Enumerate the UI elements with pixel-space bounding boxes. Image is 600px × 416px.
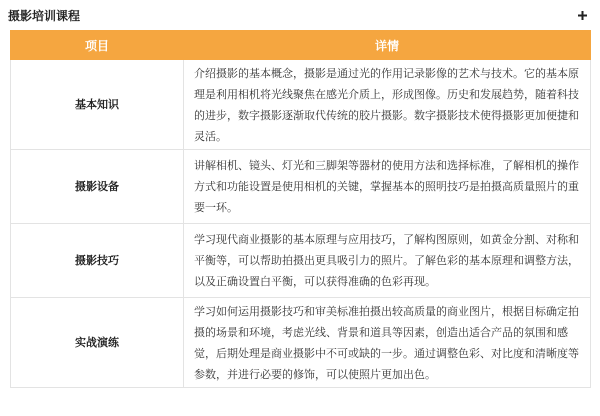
table-row [11, 60, 591, 150]
course-table [10, 30, 591, 388]
detail-cell: 学习现代商业摄影的基本原理与应用技巧，了解构图原则，如黄金分割、对称和平衡等，可以帮助拍摄出更具吸引力的照片。了解色彩的基本原理和调整方法，以及正确设置白平衡，可以获得准确的色彩再现。 [184, 224, 591, 298]
item-cell: 摄影技巧 [11, 224, 184, 298]
detail-cell: 学习如何运用摄影技巧和审美标准拍摄出较高质量的商业图片，根据目标确定拍摄的场景和环境，考虑光线、背景和道具等因素，创造出适合产品的氛围和感觉，后期处理是商业摄影中不可或缺的一步。通过调整色彩、对比度和清晰度等参数，并进行必要的修饰，可以使照片更加出色。 [184, 298, 591, 388]
plus-icon-glyph [578, 11, 587, 20]
table-header-row [11, 31, 591, 60]
panel-header [0, 0, 600, 30]
item-cell: 基本知识 [11, 60, 184, 150]
table-row [11, 150, 591, 224]
item-cell: 摄影设备 [11, 150, 184, 224]
column-header-detail: 详情 [184, 31, 591, 60]
plus-icon[interactable] [576, 9, 588, 21]
course-table-wrapper [10, 30, 590, 388]
panel-title: 摄影培训课程 [8, 8, 81, 23]
table-row [11, 224, 591, 298]
detail-cell: 讲解相机、镜头、灯光和三脚架等器材的使用方法和选择标准，了解相机的操作方式和功能设置是使用相机的关键，掌握基本的照明技巧是拍摄高质量照片的重要一环。 [184, 150, 591, 224]
item-cell: 实战演练 [11, 298, 184, 388]
detail-cell: 介绍摄影的基本概念，摄影是通过光的作用记录影像的艺术与技术。它的基本原理是利用相机将光线聚焦在感光介质上，形成图像。历史和发展趋势，随着科技的进步，数字摄影逐渐取代传统的胶片摄影。数字摄影技术使得摄影更加便捷和灵活。 [184, 60, 591, 150]
table-row [11, 298, 591, 388]
column-header-item: 项目 [11, 31, 184, 60]
